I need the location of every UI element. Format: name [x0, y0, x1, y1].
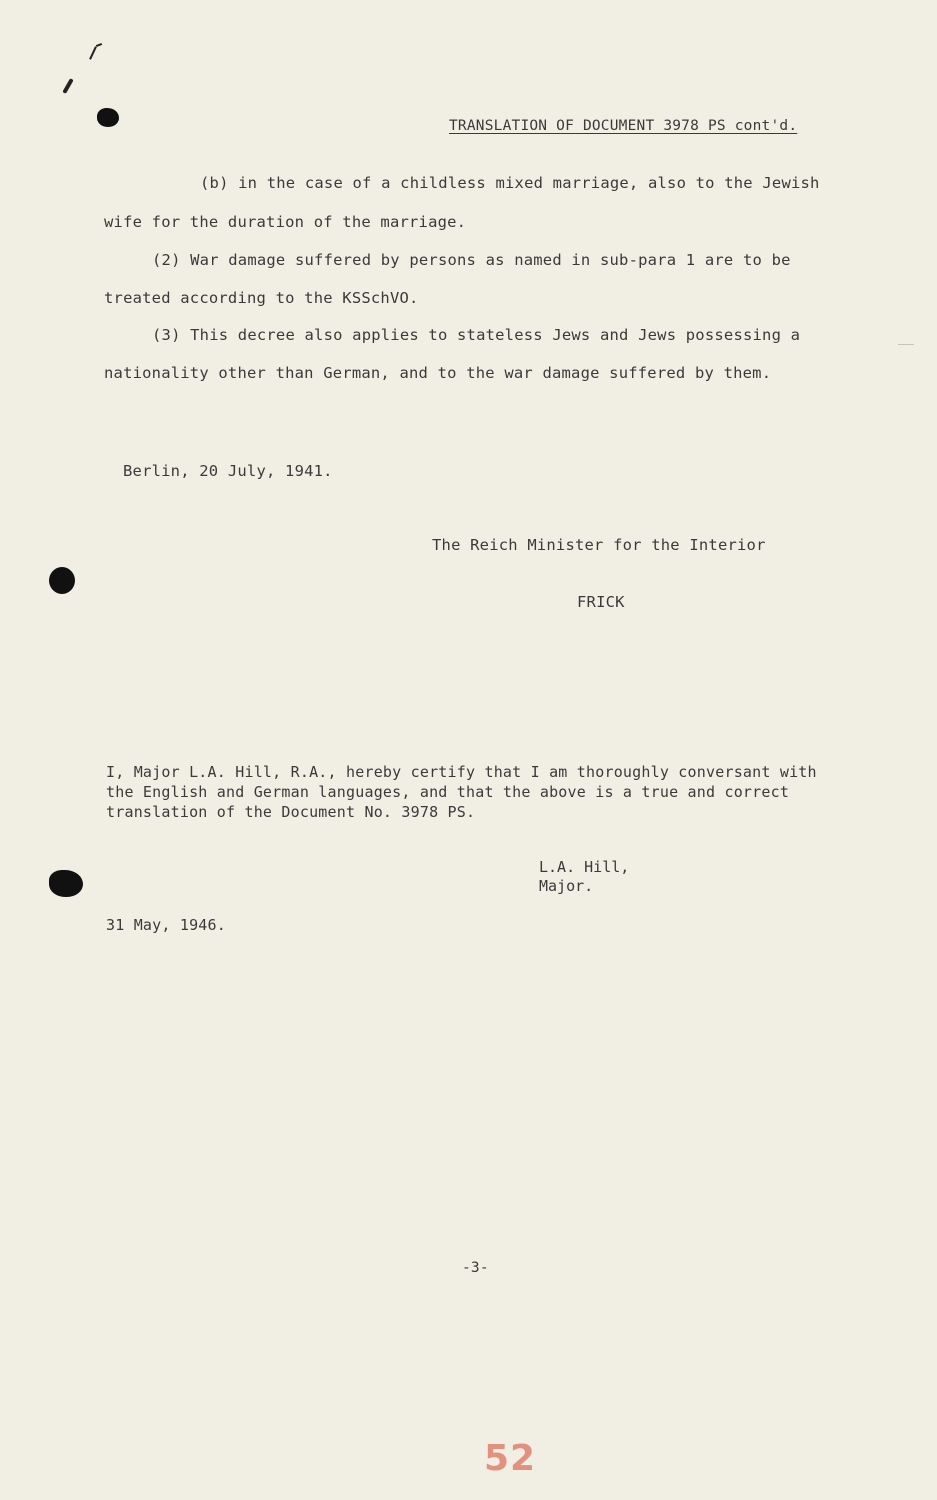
- place-and-date: Berlin, 20 July, 1941.: [123, 462, 333, 480]
- punch-hole: [49, 870, 83, 897]
- certification-statement: [106, 762, 817, 822]
- document-header-title: TRANSLATION OF DOCUMENT 3978 PS cont'd.: [449, 118, 798, 134]
- certification-line-3: translation of the Document No. 3978 PS.: [106, 803, 476, 821]
- paragraph-3-line-2: nationality other than German, and to the war damage suffered by them.: [104, 364, 772, 382]
- paragraph-3-line-1: (3) This decree also applies to stateless Jews and Jews possessing a: [152, 326, 801, 344]
- page-number: -3-: [462, 1260, 489, 1276]
- certification-date: 31 May, 1946.: [106, 916, 226, 934]
- stamped-page-number: 52: [484, 1438, 537, 1479]
- pencil-mark: [89, 46, 97, 60]
- minister-title: The Reich Minister for the Interior: [432, 536, 766, 554]
- signature-block: [539, 858, 629, 896]
- pencil-mark: [96, 43, 102, 47]
- certification-line-2: the English and German languages, and that the above is a true and correct: [106, 783, 790, 801]
- paragraph-2-line-2: treated according to the KSSchVO.: [104, 289, 419, 307]
- margin-mark: [898, 344, 914, 345]
- certification-line-1: I, Major L.A. Hill, R.A., hereby certify that I am thoroughly conversant with: [106, 763, 817, 781]
- pencil-mark: [62, 78, 73, 94]
- minister-name: FRICK: [577, 593, 625, 611]
- paragraph-b-line-1: (b) in the case of a childless mixed marriage, also to the Jewish: [200, 174, 820, 192]
- punch-hole: [49, 567, 75, 594]
- signer-rank: Major.: [539, 877, 594, 895]
- signer-name: L.A. Hill,: [539, 858, 630, 876]
- paragraph-2-line-1: (2) War damage suffered by persons as named in sub-para 1 are to be: [152, 251, 791, 269]
- paragraph-b-line-2: wife for the duration of the marriage.: [104, 213, 467, 231]
- punch-hole: [97, 108, 119, 127]
